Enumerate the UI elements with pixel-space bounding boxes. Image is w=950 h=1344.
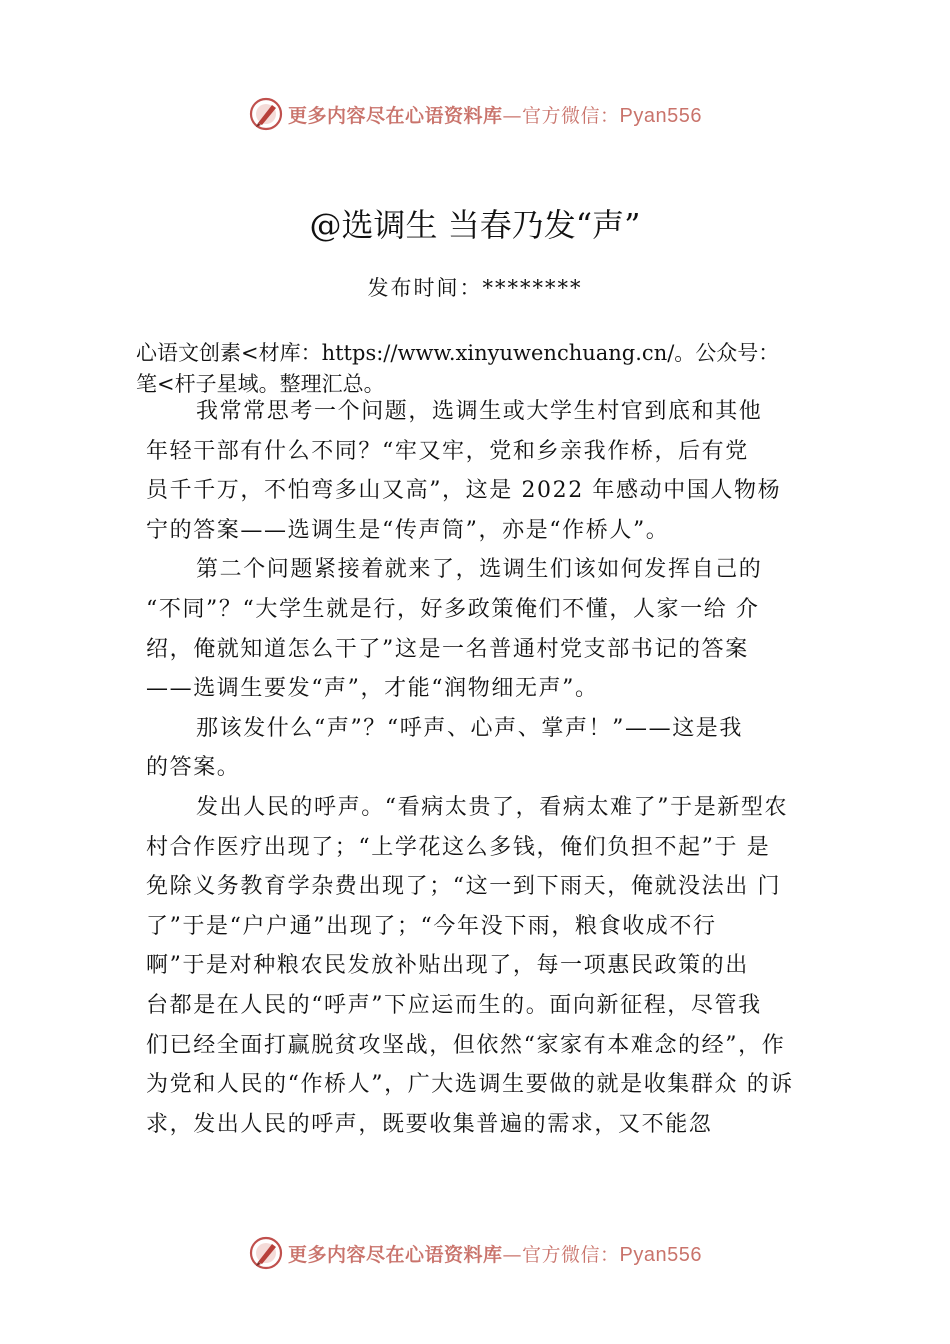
pen-logo-icon (248, 96, 284, 132)
text-line: 的答案。 (146, 755, 241, 781)
text-line: 啊”于是对种粮农民发放补贴出现了，每一项惠民政策的出 (146, 953, 749, 979)
banner-separator: — (502, 1243, 523, 1266)
text-line: 绍，俺就知道怎么干了”这是一名普通村党支部书记的答案 (146, 636, 749, 662)
text-line: 年轻干部有什么不同？“牢又牢，党和乡亲我作桥，后有党 (146, 438, 749, 464)
banner-main-text: 更多内容尽在心语资料库 (288, 1243, 503, 1266)
text-line: 了”于是“户户通”出现了；“今年没下雨，粮食收成不行 (146, 913, 717, 939)
text-line: 发出人民的呼声。“看病太贵了，看病太难了”于是新型农 (196, 794, 789, 820)
banner-wechat-id: Pyan556 (619, 104, 702, 127)
page-title: @选调生 当春乃发“声” (309, 206, 641, 244)
text-line: 那该发什么“声”？“呼声、心声、掌声！”——这是我 (196, 715, 743, 741)
text-line: 我常常思考一个问题，选调生或大学生村官到底和其他 (196, 399, 763, 424)
paragraph-3 (146, 709, 836, 788)
banner-sub-text: 官方微信： (522, 104, 620, 127)
text-line: 员千千万，不怕弯多山又高”，这是 2022 年感动中国人物杨 (146, 478, 782, 504)
pen-logo-icon (248, 1235, 284, 1271)
text-line: 免除义务教育学杂费出现了；“这一到下雨天，俺就没法出 门 (146, 874, 782, 900)
text-line: 为党和人民的“作桥人”，广大选调生要做的就是收集群众 的诉 (146, 1072, 794, 1098)
text-line: 第二个问题紧接着就来了，选调生们该如何发挥自己的 (196, 557, 763, 583)
article-body (146, 392, 836, 1144)
paragraph-4 (146, 788, 836, 1144)
banner-separator: — (502, 104, 523, 127)
publish-time: 发布时间：******** (367, 276, 583, 300)
paragraph-1 (146, 392, 836, 550)
source-note (136, 338, 866, 400)
text-line: 们已经全面打赢脱贫攻坚战，但依然“家家有本难念的经”，作 (146, 1032, 786, 1058)
text-line: 台都是在人民的“呼声”下应运而生的。面向新征程，尽管我 (146, 992, 762, 1018)
header-banner (0, 94, 950, 134)
text-line: 宁的答案——选调生是“传声筒”，亦是“作桥人”。 (146, 517, 670, 543)
source-line: 心语文创素<材库：https://www.xinyuwenchuang.cn/。公众号： (136, 341, 780, 365)
text-line: “不同”？“大学生就是行，好多政策俺们不懂，人家一给 介 (146, 596, 760, 622)
text-line: ——选调生要发“声”，才能“润物细无声”。 (146, 676, 599, 702)
paragraph-2 (146, 550, 836, 708)
text-line: 村合作医疗出现了；“上学花这么多钱，俺们负担不起”于 是 (146, 834, 771, 860)
source-line: 笔<杆子星域。整理汇总。 (136, 372, 385, 396)
footer-banner (0, 1233, 950, 1273)
banner-wechat-id: Pyan556 (619, 1243, 702, 1266)
text-line: 求，发出人民的呼声，既要收集普遍的需求，又不能忽 (146, 1111, 713, 1137)
banner-main-text: 更多内容尽在心语资料库 (288, 104, 503, 127)
banner-sub-text: 官方微信： (522, 1243, 620, 1266)
